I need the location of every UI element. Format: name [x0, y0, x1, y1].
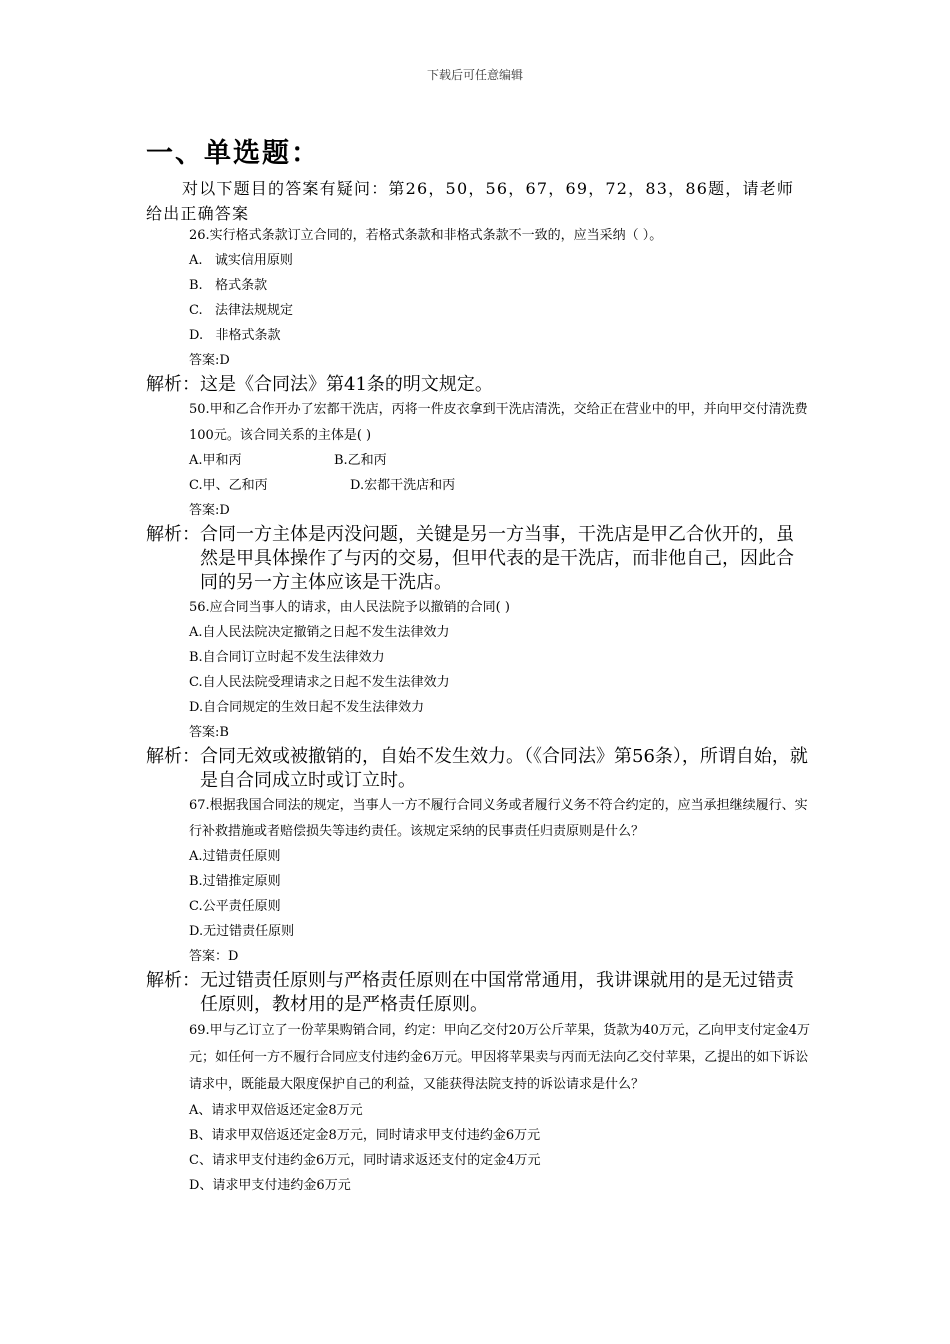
answer: 答案:B	[189, 725, 229, 740]
analysis-text: 合同无效或被撤销的，自始不发生效力。（《合同法》第56条），所谓自始，就是自合同成立时或订立时。	[200, 746, 808, 791]
analysis-label: 解析：	[146, 374, 200, 395]
answer: 答案:D	[189, 353, 230, 368]
question-list	[146, 223, 811, 1198]
analysis	[146, 373, 811, 397]
option-a: A. 诚实信用原则	[189, 253, 293, 268]
option-b: B.乙和丙	[334, 453, 387, 468]
option-a: A.甲和丙	[189, 453, 242, 468]
question-stem: 56.应合同当事人的请求，由人民法院予以撤销的合同( )	[189, 600, 510, 615]
option-a: A.过错责任原则	[189, 849, 281, 864]
question-67	[146, 793, 811, 1017]
question-stem: 69.甲与乙订立了一份苹果购销合同，约定：甲向乙交付20万公斤苹果，货款为40万元，乙向甲支付定金4万元；如任何一方不履行合同应支付违约金6万元。甲因将苹果卖与丙而无法向乙交付苹果，乙提出的如下诉讼请求中，既能最大限度保护自己的利益，又能获得法院支持的诉讼请求是什么？	[189, 1023, 811, 1092]
question-50	[146, 397, 811, 595]
analysis-text: 合同一方主体是丙没问题，关键是另一方当事，干洗店是甲乙合伙开的，虽然是甲具体操作了与丙的交易，但甲代表的是干洗店，而非他自己，因此合同的另一方主体应该是干洗店。	[200, 524, 794, 593]
analysis-label: 解析：	[146, 970, 200, 991]
question-26	[146, 223, 811, 397]
answer: 答案：D	[189, 949, 239, 964]
analysis-label: 解析：	[146, 524, 200, 545]
answer: 答案:D	[189, 503, 230, 518]
analysis	[146, 523, 811, 595]
section-title: 一、单选题：	[146, 138, 320, 169]
option-a: A、请求甲双倍返还定金8万元	[189, 1103, 363, 1118]
analysis	[146, 969, 811, 1017]
analysis	[146, 745, 811, 793]
option-b: B. 格式条款	[189, 278, 268, 293]
option-row	[146, 473, 811, 498]
option-c: C.甲、乙和丙	[189, 478, 268, 493]
option-b: B.自合同订立时起不发生法律效力	[189, 650, 385, 665]
question-stem: 67.根据我国合同法的规定，当事人一方不履行合同义务或者履行义务不符合约定的，应当承担继续履行、实行补救措施或者赔偿损失等违约责任。该规定采纳的民事责任归责原则是什么？	[189, 798, 808, 839]
option-c: C.自人民法院受理请求之日起不发生法律效力	[189, 675, 450, 690]
page-header: 下载后可任意编辑	[426, 68, 523, 82]
option-b: B、请求甲双倍返还定金8万元，同时请求甲支付违约金6万元	[189, 1128, 541, 1143]
option-d: D.无过错责任原则	[189, 924, 295, 939]
option-d: D.宏都干洗店和丙	[350, 478, 456, 493]
option-d: D.自合同规定的生效日起不发生法律效力	[189, 700, 425, 715]
question-stem: 26.实行格式条款订立合同的，若格式条款和非格式条款不一致的，应当采纳（ ）。	[189, 228, 663, 243]
intro-text: 对以下题目的答案有疑问：第26，50，56，67，69，72，83，86题，请老师给出正确答案	[146, 179, 795, 223]
question-56	[146, 595, 811, 793]
option-d: D、请求甲支付违约金6万元	[189, 1178, 351, 1193]
option-c: C.公平责任原则	[189, 899, 281, 914]
question-stem: 50.甲和乙合作开办了宏都干洗店，丙将一件皮衣拿到干洗店清洗，交给正在营业中的甲，并向甲交付清洗费100元。该合同关系的主体是( )	[189, 402, 808, 443]
option-d: D. 非格式条款	[189, 328, 281, 343]
analysis-text: 这是《合同法》第41条的明文规定。	[200, 374, 493, 395]
option-a: A.自人民法院决定撤销之日起不发生法律效力	[189, 625, 450, 640]
option-c: C、请求甲支付违约金6万元，同时请求返还支付的定金4万元	[189, 1153, 541, 1168]
option-b: B.过错推定原则	[189, 874, 281, 889]
analysis-text: 无过错责任原则与严格责任原则在中国常常通用，我讲课就用的是无过错责任原则，教材用的是严格责任原则。	[200, 970, 794, 1015]
option-c: C. 法律法规规定	[189, 303, 294, 318]
option-row	[146, 448, 811, 473]
question-69	[146, 1017, 811, 1198]
analysis-label: 解析：	[146, 746, 200, 767]
